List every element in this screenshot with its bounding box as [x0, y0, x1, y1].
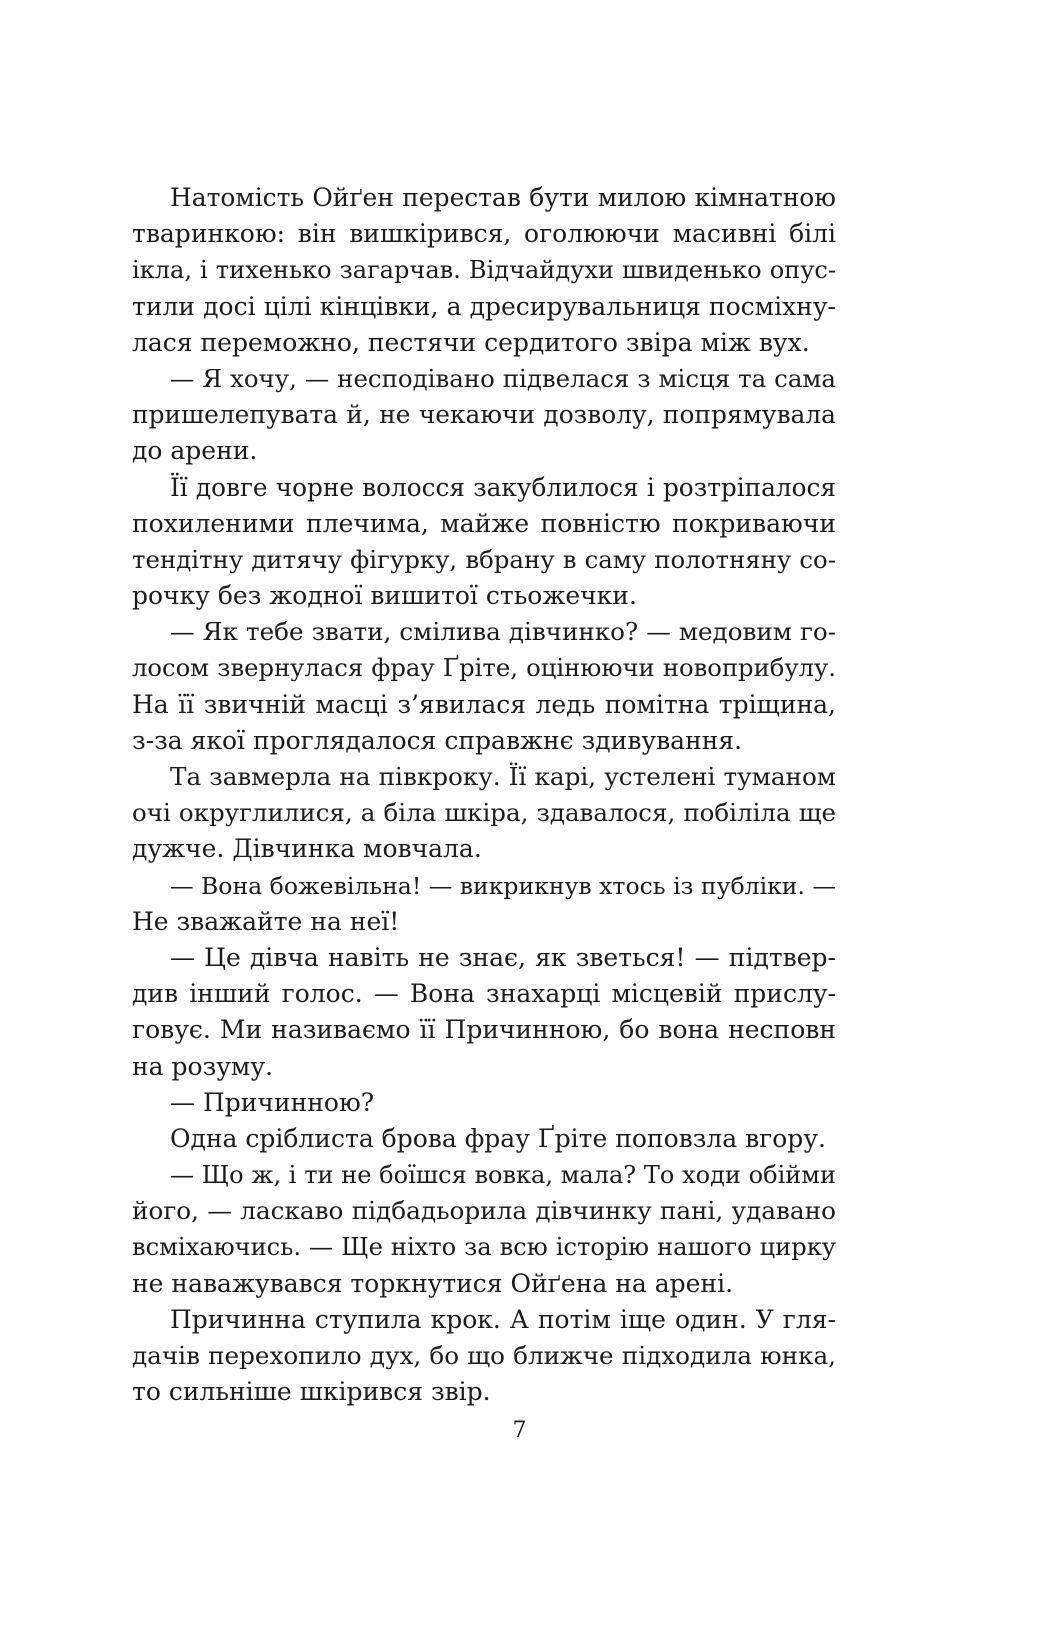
text-line: рочку без жодної вишитої стьожечки.	[132, 581, 637, 611]
text-line: говує. Ми називаємо її Причинною, бо вона несповн	[132, 1015, 836, 1045]
text-line: до арени.	[132, 436, 258, 466]
text-line: Її довге чорне волосся закублилося і розтріпалося	[170, 472, 836, 502]
text-line: дачів перехопило дух, бо що ближче підходила юнка,	[132, 1341, 836, 1370]
text-line: його, — ласкаво підбадьорила дівчинку пані, удавано	[132, 1196, 836, 1226]
body-text	[132, 180, 836, 1410]
text-line: Причинна ступила крок. А потім іще один. У гля-	[170, 1304, 836, 1334]
text-line: — Що ж, і ти не боїшся вовка, мала? То ходи обійми	[170, 1161, 836, 1190]
text-line: Не зважайте на неї!	[132, 906, 400, 936]
text-line: похиленими плечима, майже повністю покриваючи	[132, 508, 836, 538]
text-line: тендітну дитячу фігурку, вбрану в саму полотняну со-	[132, 544, 836, 574]
text-line: На її звичній масці з’явилася ледь помітна тріщина,	[132, 689, 836, 719]
text-line: з-за якої проглядалося справжнє здивування.	[132, 725, 743, 755]
text-line: — Як тебе звати, смілива дівчинко? — медовим го-	[170, 617, 836, 647]
text-line: на розуму.	[132, 1051, 274, 1081]
text-line: дужче. Дівчинка мовчала.	[132, 834, 482, 864]
text-line: — Це дівча навіть не знає, як зветься! — підтвер-	[170, 942, 836, 972]
text-line: ікла, і тихенько загарчав. Відчайдухи швиденько опус-	[132, 256, 836, 285]
text-line: — Вона божевільна! — викрикнув хтось із публіки. —	[170, 871, 836, 900]
text-line: лася переможно, пестячи сердитого звіра між вух.	[132, 327, 810, 357]
text-line: — Я хочу, — несподівано підвелася з місця та сама	[170, 363, 836, 393]
text-line: лосом звернулася фрау Ґріте, оцінюючи новоприбулу.	[132, 653, 836, 683]
text-line: не наважувався торкнутися Ойґена на арені.	[132, 1268, 734, 1298]
text-line: — Причинною?	[170, 1087, 375, 1117]
text-line: див інший голос. — Вона знахарці місцевій прислу-	[132, 979, 836, 1009]
text-line: то сильніше шкірився звір.	[132, 1377, 491, 1407]
text-line: Натомість Ойґен перестав бути милою кімнатною	[170, 183, 836, 212]
page-number: 7	[512, 1418, 527, 1443]
text-line: пришелепувата й, не чекаючи дозволу, попрямувала	[132, 400, 836, 430]
text-line: тваринкою: він вишкірився, оголюючи масивні білі	[132, 219, 836, 249]
text-line: всміхаючись. — Ще ніхто за всю історію нашого цирку	[132, 1233, 836, 1262]
text-line: тили досі цілі кінцівки, а дресирувальниця посміхну-	[132, 291, 836, 321]
text-line: Одна сріблиста брова фрау Ґріте поповзла вгору.	[170, 1123, 826, 1153]
text-line: Та завмерла на півкроку. Її карі, устелені туманом	[170, 762, 836, 791]
text-line: очі округлилися, а біла шкіра, здавалося, побіліла ще	[132, 798, 836, 828]
